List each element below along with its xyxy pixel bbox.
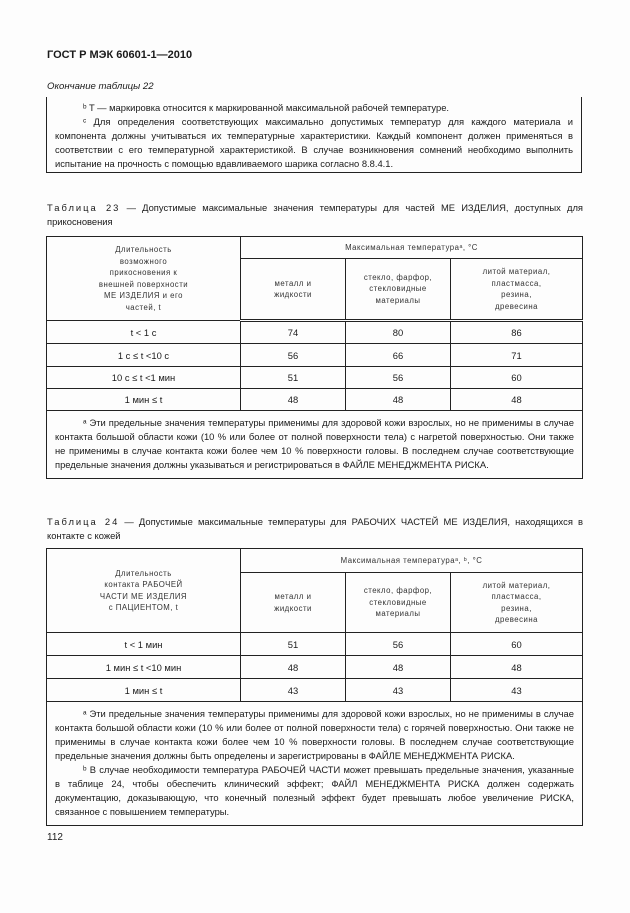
header-metal: металл и жидкости <box>241 259 346 321</box>
header-max-temp: Максимальная температураᵃ, °С <box>241 237 583 259</box>
caption-label: Таблица 24 <box>47 516 120 527</box>
cell: 86 <box>451 321 583 344</box>
cell: 56 <box>346 367 451 389</box>
header-duration: Длительность контакта РАБОЧЕЙ ЧАСТИ МЕ ИЗДЕЛИЯ с ПАЦИЕНТОМ, t <box>47 549 241 633</box>
header-metal: металл и жидкости <box>241 573 346 633</box>
cell: 1 мин ≤ t <box>47 389 241 411</box>
cell: 10 с ≤ t <1 мин <box>47 367 241 389</box>
footnote-a: ᵃ Эти предельные значения температуры применимы для здоровой кожи взрослых, но не применимы в случае контакта большой области кожи (10 % или более от полной поверхности тела) с нагретой поверхностью. Они также не применимы в случае контакта кожи более чем 10 % поверхности головы. В последнем случае соответствующие предельные значения должны указываться и регистрироваться в ФАЙЛЕ МЕНЕДЖМЕНТА РИСКА. <box>55 417 574 470</box>
caption-label: Таблица 23 <box>47 202 121 213</box>
cell: 74 <box>241 321 346 344</box>
header-duration: Длительность возможного прикосновения к внешней поверхности МЕ ИЗДЕЛИЯ и его частей, t <box>47 237 241 321</box>
cell: 1 мин ≤ t <10 мин <box>47 656 241 679</box>
cell: 1 с ≤ t <10 с <box>47 344 241 367</box>
header-plastic: литой материал, пластмасса, резина, древесина <box>451 573 583 633</box>
footnote-b: ᵇ T — маркировка относится к маркированной максимальной рабочей температуре. <box>83 102 450 113</box>
table23 <box>46 236 583 479</box>
table-row <box>47 367 583 389</box>
cell: 51 <box>241 633 346 656</box>
header-glass: стекло, фарфор, стекловидные материалы <box>346 573 451 633</box>
cell: 43 <box>451 679 583 702</box>
cell: 43 <box>346 679 451 702</box>
table-row <box>47 389 583 411</box>
cell: 71 <box>451 344 583 367</box>
table24-caption <box>47 515 583 543</box>
header-glass: стекло, фарфор, стекловидные материалы <box>346 259 451 321</box>
header-max-temp: Максимальная температураᵃ, ᵇ, °С <box>241 549 583 573</box>
cell: 1 мин ≤ t <box>47 679 241 702</box>
table23-caption <box>47 201 583 229</box>
cell: t < 1 с <box>47 321 241 344</box>
caption-text: — Допустимые максимальные значения температуры для частей МЕ ИЗДЕЛИЯ, доступных для прикосновения <box>47 202 583 227</box>
cell: 66 <box>346 344 451 367</box>
table-row <box>47 344 583 367</box>
table-row <box>47 656 583 679</box>
table23-footnotes <box>47 411 583 479</box>
cell: t < 1 мин <box>47 633 241 656</box>
table-row <box>47 633 583 656</box>
header-plastic: литой материал, пластмасса, резина, древесина <box>451 259 583 321</box>
cell: 48 <box>451 389 583 411</box>
table24 <box>46 548 583 826</box>
cell: 48 <box>346 389 451 411</box>
cell: 60 <box>451 633 583 656</box>
table24-footnotes <box>47 702 583 826</box>
footnote-a: ᵃ Эти предельные значения температуры применимы для здоровой кожи взрослых, но не применимы в случае контакта большой области кожи (10 % или более от полной поверхности тела) с горячей поверхностью. Они также не применимы в случае контакта кожи более чем 10 % поверхности головы. В последнем случае соответствующие предельные значения должны быть определены и зарегистрированы в ФАЙЛЕ МЕНЕДЖМЕНТА РИСКА. <box>55 708 574 761</box>
cell: 48 <box>241 389 346 411</box>
footnote-c: ᶜ Для определения соответствующих максимально допустимых температур для каждого материала и компонента должны учитываться их температурные характеристики. Каждый компонент должен применяться в соответствии с его температурной характеристикой. В случае возникновения сомнений необходимо выполнить испытание на прочность с помощью вдавливаемого шарика согласно 8.8.4.1. <box>55 116 573 169</box>
cell: 48 <box>451 656 583 679</box>
table-row <box>47 321 583 344</box>
cell: 56 <box>241 344 346 367</box>
cell: 60 <box>451 367 583 389</box>
cell: 56 <box>346 633 451 656</box>
footnote-b: ᵇ В случае необходимости температура РАБОЧЕЙ ЧАСТИ может превышать предельные значения, указанные в таблице 24, чтобы обеспечить клинический эффект; ФАЙЛ МЕНЕДЖМЕНТА РИСКА должен содержать документацию, доказывающую, что конечный полезный эффект будет превышать любое увеличение РИСКА, связанное с повышением температуры. <box>55 764 574 817</box>
cell: 48 <box>241 656 346 679</box>
cell: 43 <box>241 679 346 702</box>
cell: 80 <box>346 321 451 344</box>
table-continuation-label: Окончание таблицы 22 <box>47 81 154 92</box>
page-number: 112 <box>47 832 63 843</box>
cell: 48 <box>346 656 451 679</box>
standard-header: ГОСТ Р МЭК 60601-1—2010 <box>47 49 193 61</box>
cell: 51 <box>241 367 346 389</box>
table-row <box>47 679 583 702</box>
table22-notes <box>46 97 582 173</box>
caption-text: — Допустимые максимальные температуры для РАБОЧИХ ЧАСТЕЙ МЕ ИЗДЕЛИЯ, находящихся в контакте с кожей <box>47 516 583 541</box>
